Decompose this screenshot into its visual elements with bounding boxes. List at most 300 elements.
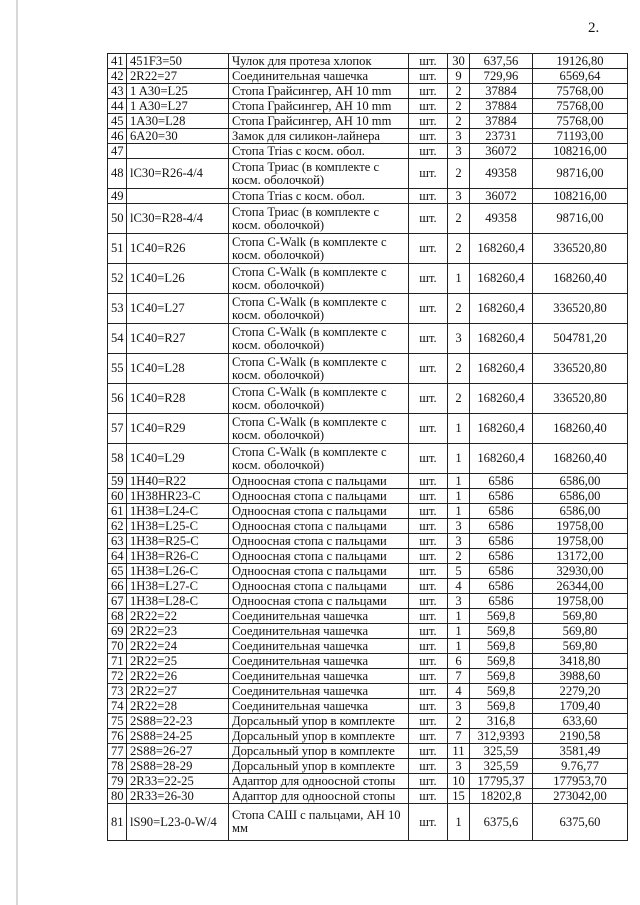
row-number-cell: 62 <box>108 519 127 534</box>
item-name-cell: Одноосная стопа с пальцами <box>229 534 409 549</box>
unit-cell: шт. <box>409 639 448 654</box>
table-row <box>108 519 628 534</box>
quantity-cell: 2 <box>448 294 470 324</box>
unit-price-cell: 316,8 <box>470 714 533 729</box>
quantity-cell: 1 <box>448 804 470 841</box>
quantity-cell: 3 <box>448 519 470 534</box>
item-name-cell: Стопа Триас (в комплекте с косм. оболочкой) <box>229 204 409 234</box>
unit-cell: шт. <box>409 594 448 609</box>
article-code-cell <box>127 144 229 159</box>
row-number-cell: 43 <box>108 84 127 99</box>
table-row <box>108 579 628 594</box>
table-row <box>108 774 628 789</box>
scan-edge-shadow <box>16 0 18 905</box>
unit-price-cell: 569,8 <box>470 609 533 624</box>
table-row <box>108 714 628 729</box>
article-code-cell: lC30=R26-4/4 <box>127 159 229 189</box>
quantity-cell: 1 <box>448 264 470 294</box>
total-amount-cell: 19758,00 <box>533 534 628 549</box>
quantity-cell: 3 <box>448 759 470 774</box>
item-name-cell: Стопа C-Walk (в комплекте с косм. оболочкой) <box>229 234 409 264</box>
row-number-cell: 75 <box>108 714 127 729</box>
unit-price-cell: 6586 <box>470 579 533 594</box>
article-code-cell: 2R22=22 <box>127 609 229 624</box>
unit-cell: шт. <box>409 654 448 669</box>
unit-cell: шт. <box>409 294 448 324</box>
article-code-cell: 1C40=R28 <box>127 384 229 414</box>
table-row <box>108 654 628 669</box>
unit-cell: шт. <box>409 144 448 159</box>
article-code-cell: 451F3=50 <box>127 54 229 69</box>
table-row <box>108 534 628 549</box>
unit-price-cell: 168260,4 <box>470 294 533 324</box>
total-amount-cell: 168260,40 <box>533 264 628 294</box>
row-number-cell: 68 <box>108 609 127 624</box>
table-row <box>108 744 628 759</box>
unit-price-cell: 6586 <box>470 564 533 579</box>
quantity-cell: 3 <box>448 189 470 204</box>
unit-cell: шт. <box>409 624 448 639</box>
unit-cell: шт. <box>409 759 448 774</box>
total-amount-cell: 6586,00 <box>533 504 628 519</box>
row-number-cell: 50 <box>108 204 127 234</box>
unit-cell: шт. <box>409 129 448 144</box>
unit-price-cell: 168260,4 <box>470 234 533 264</box>
unit-price-cell: 49358 <box>470 204 533 234</box>
item-name-cell: Одноосная стопа с пальцами <box>229 549 409 564</box>
unit-price-cell: 569,8 <box>470 624 533 639</box>
unit-cell: шт. <box>409 354 448 384</box>
item-name-cell: Одноосная стопа с пальцами <box>229 474 409 489</box>
table-row <box>108 639 628 654</box>
unit-cell: шт. <box>409 54 448 69</box>
quantity-cell: 3 <box>448 534 470 549</box>
unit-price-cell: 168260,4 <box>470 264 533 294</box>
article-code-cell: 2S88=22-23 <box>127 714 229 729</box>
total-amount-cell: 108216,00 <box>533 189 628 204</box>
table-row <box>108 384 628 414</box>
total-amount-cell: 168260,40 <box>533 444 628 474</box>
article-code-cell: 1H38HR23-C <box>127 489 229 504</box>
table-row <box>108 609 628 624</box>
unit-price-cell: 23731 <box>470 129 533 144</box>
row-number-cell: 73 <box>108 684 127 699</box>
article-code-cell: 1A30=L28 <box>127 114 229 129</box>
total-amount-cell: 19758,00 <box>533 519 628 534</box>
row-number-cell: 76 <box>108 729 127 744</box>
row-number-cell: 46 <box>108 129 127 144</box>
item-name-cell: Соединительная чашечка <box>229 669 409 684</box>
item-name-cell: Стопа C-Walk (в комплекте с косм. оболочкой) <box>229 294 409 324</box>
quantity-cell: 2 <box>448 384 470 414</box>
quantity-cell: 3 <box>448 594 470 609</box>
total-amount-cell: 75768,00 <box>533 84 628 99</box>
item-name-cell: Замок для силикон-лайнера <box>229 129 409 144</box>
item-name-cell: Соединительная чашечка <box>229 624 409 639</box>
article-code-cell <box>127 189 229 204</box>
unit-cell: шт. <box>409 234 448 264</box>
item-name-cell: Одноосная стопа с пальцами <box>229 594 409 609</box>
article-code-cell: 1H38=L26-C <box>127 564 229 579</box>
total-amount-cell: 26344,00 <box>533 579 628 594</box>
table-row <box>108 759 628 774</box>
row-number-cell: 72 <box>108 669 127 684</box>
quantity-cell: 5 <box>448 564 470 579</box>
article-code-cell: 2R22=27 <box>127 69 229 84</box>
row-number-cell: 57 <box>108 414 127 444</box>
unit-cell: шт. <box>409 669 448 684</box>
unit-price-cell: 729,96 <box>470 69 533 84</box>
item-name-cell: Чулок для протеза хлопок <box>229 54 409 69</box>
row-number-cell: 48 <box>108 159 127 189</box>
quantity-cell: 15 <box>448 789 470 804</box>
item-name-cell: Стопа C-Walk (в комплекте с косм. оболочкой) <box>229 324 409 354</box>
table-row <box>108 144 628 159</box>
unit-price-cell: 569,8 <box>470 669 533 684</box>
row-number-cell: 60 <box>108 489 127 504</box>
unit-cell: шт. <box>409 564 448 579</box>
article-code-cell: 2R33=26-30 <box>127 789 229 804</box>
article-code-cell: 2R22=24 <box>127 639 229 654</box>
item-name-cell: Дорсальный упор в комплекте <box>229 729 409 744</box>
article-code-cell: 2R22=25 <box>127 654 229 669</box>
unit-price-cell: 6586 <box>470 534 533 549</box>
unit-price-cell: 6586 <box>470 504 533 519</box>
quantity-cell: 1 <box>448 624 470 639</box>
row-number-cell: 42 <box>108 69 127 84</box>
unit-price-cell: 168260,4 <box>470 324 533 354</box>
table-row <box>108 234 628 264</box>
unit-cell: шт. <box>409 489 448 504</box>
unit-cell: шт. <box>409 384 448 414</box>
total-amount-cell: 6569,64 <box>533 69 628 84</box>
quantity-cell: 2 <box>448 159 470 189</box>
item-name-cell: Стопа C-Walk (в комплекте с косм. оболочкой) <box>229 414 409 444</box>
table-row <box>108 489 628 504</box>
article-code-cell: 2R22=28 <box>127 699 229 714</box>
total-amount-cell: 336520,80 <box>533 294 628 324</box>
unit-price-cell: 325,59 <box>470 759 533 774</box>
article-code-cell: 2R22=27 <box>127 684 229 699</box>
article-code-cell: 1H38=R26-C <box>127 549 229 564</box>
unit-price-cell: 312,9393 <box>470 729 533 744</box>
unit-price-cell: 17795,37 <box>470 774 533 789</box>
unit-price-cell: 49358 <box>470 159 533 189</box>
total-amount-cell: 108216,00 <box>533 144 628 159</box>
quantity-cell: 4 <box>448 684 470 699</box>
unit-price-cell: 569,8 <box>470 654 533 669</box>
item-name-cell: Стопа Trias с косм. обол. <box>229 144 409 159</box>
quantity-cell: 2 <box>448 84 470 99</box>
quantity-cell: 3 <box>448 699 470 714</box>
total-amount-cell: 336520,80 <box>533 354 628 384</box>
table-row <box>108 129 628 144</box>
row-number-cell: 63 <box>108 534 127 549</box>
table-row <box>108 594 628 609</box>
row-number-cell: 54 <box>108 324 127 354</box>
article-code-cell: 2S88=28-29 <box>127 759 229 774</box>
total-amount-cell: 19758,00 <box>533 594 628 609</box>
table-row <box>108 84 628 99</box>
unit-cell: шт. <box>409 69 448 84</box>
total-amount-cell: 3418,80 <box>533 654 628 669</box>
total-amount-cell: 273042,00 <box>533 789 628 804</box>
article-code-cell: 1 A30=L25 <box>127 84 229 99</box>
quantity-cell: 3 <box>448 129 470 144</box>
row-number-cell: 59 <box>108 474 127 489</box>
quantity-cell: 1 <box>448 444 470 474</box>
article-code-cell: lS90=L23-0-W/4 <box>127 804 229 841</box>
unit-cell: шт. <box>409 504 448 519</box>
table-row <box>108 159 628 189</box>
unit-cell: шт. <box>409 114 448 129</box>
unit-price-cell: 569,8 <box>470 699 533 714</box>
total-amount-cell: 2279,20 <box>533 684 628 699</box>
total-amount-cell: 3988,60 <box>533 669 628 684</box>
row-number-cell: 51 <box>108 234 127 264</box>
row-number-cell: 65 <box>108 564 127 579</box>
total-amount-cell: 32930,00 <box>533 564 628 579</box>
quantity-cell: 1 <box>448 504 470 519</box>
row-number-cell: 77 <box>108 744 127 759</box>
total-amount-cell: 75768,00 <box>533 114 628 129</box>
unit-cell: шт. <box>409 474 448 489</box>
table-row <box>108 324 628 354</box>
table-row <box>108 114 628 129</box>
unit-price-cell: 6586 <box>470 489 533 504</box>
table-row <box>108 684 628 699</box>
table-row <box>108 789 628 804</box>
row-number-cell: 58 <box>108 444 127 474</box>
row-number-cell: 56 <box>108 384 127 414</box>
article-code-cell: 1H38=L25-C <box>127 519 229 534</box>
row-number-cell: 45 <box>108 114 127 129</box>
total-amount-cell: 98716,00 <box>533 204 628 234</box>
unit-cell: шт. <box>409 684 448 699</box>
unit-price-cell: 37884 <box>470 84 533 99</box>
total-amount-cell: 569,80 <box>533 624 628 639</box>
article-code-cell: 1C40=R29 <box>127 414 229 444</box>
unit-cell: шт. <box>409 519 448 534</box>
table-row <box>108 729 628 744</box>
row-number-cell: 53 <box>108 294 127 324</box>
row-number-cell: 78 <box>108 759 127 774</box>
item-name-cell: Стопа Грайсингер, АН 10 mm <box>229 99 409 114</box>
article-code-cell: 1H38=R25-C <box>127 534 229 549</box>
quantity-cell: 2 <box>448 99 470 114</box>
row-number-cell: 71 <box>108 654 127 669</box>
unit-cell: шт. <box>409 699 448 714</box>
item-name-cell: Стопа C-Walk (в комплекте с косм. оболочкой) <box>229 354 409 384</box>
table-row <box>108 504 628 519</box>
item-name-cell: Адаптор для одноосной стопы <box>229 774 409 789</box>
unit-cell: шт. <box>409 159 448 189</box>
unit-cell: шт. <box>409 579 448 594</box>
table-row <box>108 189 628 204</box>
total-amount-cell: 633,60 <box>533 714 628 729</box>
quantity-cell: 3 <box>448 324 470 354</box>
unit-price-cell: 37884 <box>470 99 533 114</box>
row-number-cell: 79 <box>108 774 127 789</box>
unit-cell: шт. <box>409 774 448 789</box>
quantity-cell: 1 <box>448 489 470 504</box>
article-code-cell: 1H40=R22 <box>127 474 229 489</box>
total-amount-cell: 336520,80 <box>533 384 628 414</box>
unit-cell: шт. <box>409 744 448 759</box>
row-number-cell: 49 <box>108 189 127 204</box>
item-name-cell: Стопа Грайсингер, АН 10 mm <box>229 114 409 129</box>
quantity-cell: 1 <box>448 474 470 489</box>
table-row <box>108 99 628 114</box>
article-code-cell: 1C40=R27 <box>127 324 229 354</box>
quantity-cell: 11 <box>448 744 470 759</box>
table-row <box>108 444 628 474</box>
quantity-cell: 4 <box>448 579 470 594</box>
unit-cell: шт. <box>409 204 448 234</box>
total-amount-cell: 569,80 <box>533 639 628 654</box>
article-code-cell: 6A20=30 <box>127 129 229 144</box>
article-code-cell: 1C40=L27 <box>127 294 229 324</box>
table-row <box>108 264 628 294</box>
row-number-cell: 67 <box>108 594 127 609</box>
total-amount-cell: 177953,70 <box>533 774 628 789</box>
item-name-cell: Стопа C-Walk (в комплекте с косм. оболочкой) <box>229 444 409 474</box>
unit-price-cell: 36072 <box>470 144 533 159</box>
item-name-cell: Одноосная стопа с пальцами <box>229 579 409 594</box>
unit-price-cell: 168260,4 <box>470 384 533 414</box>
total-amount-cell: 3581,49 <box>533 744 628 759</box>
article-code-cell: 2R22=26 <box>127 669 229 684</box>
table-row <box>108 669 628 684</box>
unit-cell: шт. <box>409 99 448 114</box>
unit-cell: шт. <box>409 729 448 744</box>
article-code-cell: 1H38=L28-C <box>127 594 229 609</box>
unit-price-cell: 37884 <box>470 114 533 129</box>
row-number-cell: 74 <box>108 699 127 714</box>
row-number-cell: 64 <box>108 549 127 564</box>
unit-cell: шт. <box>409 789 448 804</box>
article-code-cell: 2S88=26-27 <box>127 744 229 759</box>
unit-cell: шт. <box>409 444 448 474</box>
row-number-cell: 69 <box>108 624 127 639</box>
row-number-cell: 80 <box>108 789 127 804</box>
item-name-cell: Одноосная стопа с пальцами <box>229 564 409 579</box>
article-code-cell: 1C40=L26 <box>127 264 229 294</box>
total-amount-cell: 19126,80 <box>533 54 628 69</box>
item-name-cell: Соединительная чашечка <box>229 684 409 699</box>
quantity-cell: 3 <box>448 144 470 159</box>
item-name-cell: Стопа Грайсингер, АН 10 mm <box>229 84 409 99</box>
total-amount-cell: 569,80 <box>533 609 628 624</box>
unit-cell: шт. <box>409 609 448 624</box>
table-row <box>108 474 628 489</box>
table-row <box>108 624 628 639</box>
item-name-cell: Стопа САШ с пальцами, АН 10 мм <box>229 804 409 841</box>
page-number: 2. <box>588 20 600 36</box>
unit-cell: шт. <box>409 189 448 204</box>
unit-cell: шт. <box>409 264 448 294</box>
row-number-cell: 70 <box>108 639 127 654</box>
total-amount-cell: 98716,00 <box>533 159 628 189</box>
item-name-cell: Соединительная чашечка <box>229 639 409 654</box>
unit-price-cell: 6586 <box>470 474 533 489</box>
quantity-cell: 1 <box>448 639 470 654</box>
total-amount-cell: 9.76,77 <box>533 759 628 774</box>
unit-price-cell: 36072 <box>470 189 533 204</box>
article-code-cell: 1C40=R26 <box>127 234 229 264</box>
table-row <box>108 69 628 84</box>
unit-price-cell: 18202,8 <box>470 789 533 804</box>
row-number-cell: 61 <box>108 504 127 519</box>
quantity-cell: 10 <box>448 774 470 789</box>
quantity-cell: 6 <box>448 654 470 669</box>
total-amount-cell: 2190,58 <box>533 729 628 744</box>
article-code-cell: 1H38=L27-C <box>127 579 229 594</box>
unit-cell: шт. <box>409 414 448 444</box>
unit-cell: шт. <box>409 804 448 841</box>
total-amount-cell: 13172,00 <box>533 549 628 564</box>
unit-price-cell: 168260,4 <box>470 444 533 474</box>
article-code-cell: 2S88=24-25 <box>127 729 229 744</box>
quantity-cell: 1 <box>448 414 470 444</box>
unit-price-cell: 6375,6 <box>470 804 533 841</box>
item-name-cell: Одноосная стопа с пальцами <box>229 519 409 534</box>
total-amount-cell: 504781,20 <box>533 324 628 354</box>
total-amount-cell: 336520,80 <box>533 234 628 264</box>
unit-price-cell: 168260,4 <box>470 354 533 384</box>
unit-price-cell: 569,8 <box>470 639 533 654</box>
article-code-cell: 1C40=L28 <box>127 354 229 384</box>
item-name-cell: Дорсальный упор в комплекте <box>229 714 409 729</box>
article-code-cell: 2R33=22-25 <box>127 774 229 789</box>
item-name-cell: Стопа C-Walk (в комплекте с косм. оболочкой) <box>229 264 409 294</box>
article-code-cell: 1 A30=L27 <box>127 99 229 114</box>
item-name-cell: Соединительная чашечка <box>229 69 409 84</box>
unit-price-cell: 6586 <box>470 594 533 609</box>
unit-price-cell: 6586 <box>470 549 533 564</box>
total-amount-cell: 1709,40 <box>533 699 628 714</box>
unit-price-cell: 637,56 <box>470 54 533 69</box>
row-number-cell: 44 <box>108 99 127 114</box>
article-code-cell: 1C40=L29 <box>127 444 229 474</box>
table-row <box>108 804 628 841</box>
total-amount-cell: 6586,00 <box>533 489 628 504</box>
item-name-cell: Адаптор для одноосной стопы <box>229 789 409 804</box>
article-code-cell: 1H38=L24-C <box>127 504 229 519</box>
unit-price-cell: 325,59 <box>470 744 533 759</box>
item-name-cell: Соединительная чашечка <box>229 609 409 624</box>
row-number-cell: 55 <box>108 354 127 384</box>
total-amount-cell: 71193,00 <box>533 129 628 144</box>
quantity-cell: 2 <box>448 549 470 564</box>
table-row <box>108 549 628 564</box>
row-number-cell: 81 <box>108 804 127 841</box>
item-name-cell: Одноосная стопа с пальцами <box>229 504 409 519</box>
total-amount-cell: 75768,00 <box>533 99 628 114</box>
unit-price-cell: 569,8 <box>470 684 533 699</box>
article-code-cell: 2R22=23 <box>127 624 229 639</box>
quantity-cell: 2 <box>448 714 470 729</box>
item-name-cell: Стопа C-Walk (в комплекте с косм. оболочкой) <box>229 384 409 414</box>
total-amount-cell: 6375,60 <box>533 804 628 841</box>
row-number-cell: 47 <box>108 144 127 159</box>
quantity-cell: 2 <box>448 354 470 384</box>
item-name-cell: Дорсальный упор в комплекте <box>229 759 409 774</box>
item-name-cell: Соединительная чашечка <box>229 699 409 714</box>
unit-cell: шт. <box>409 714 448 729</box>
quantity-cell: 2 <box>448 234 470 264</box>
total-amount-cell: 6586,00 <box>533 474 628 489</box>
